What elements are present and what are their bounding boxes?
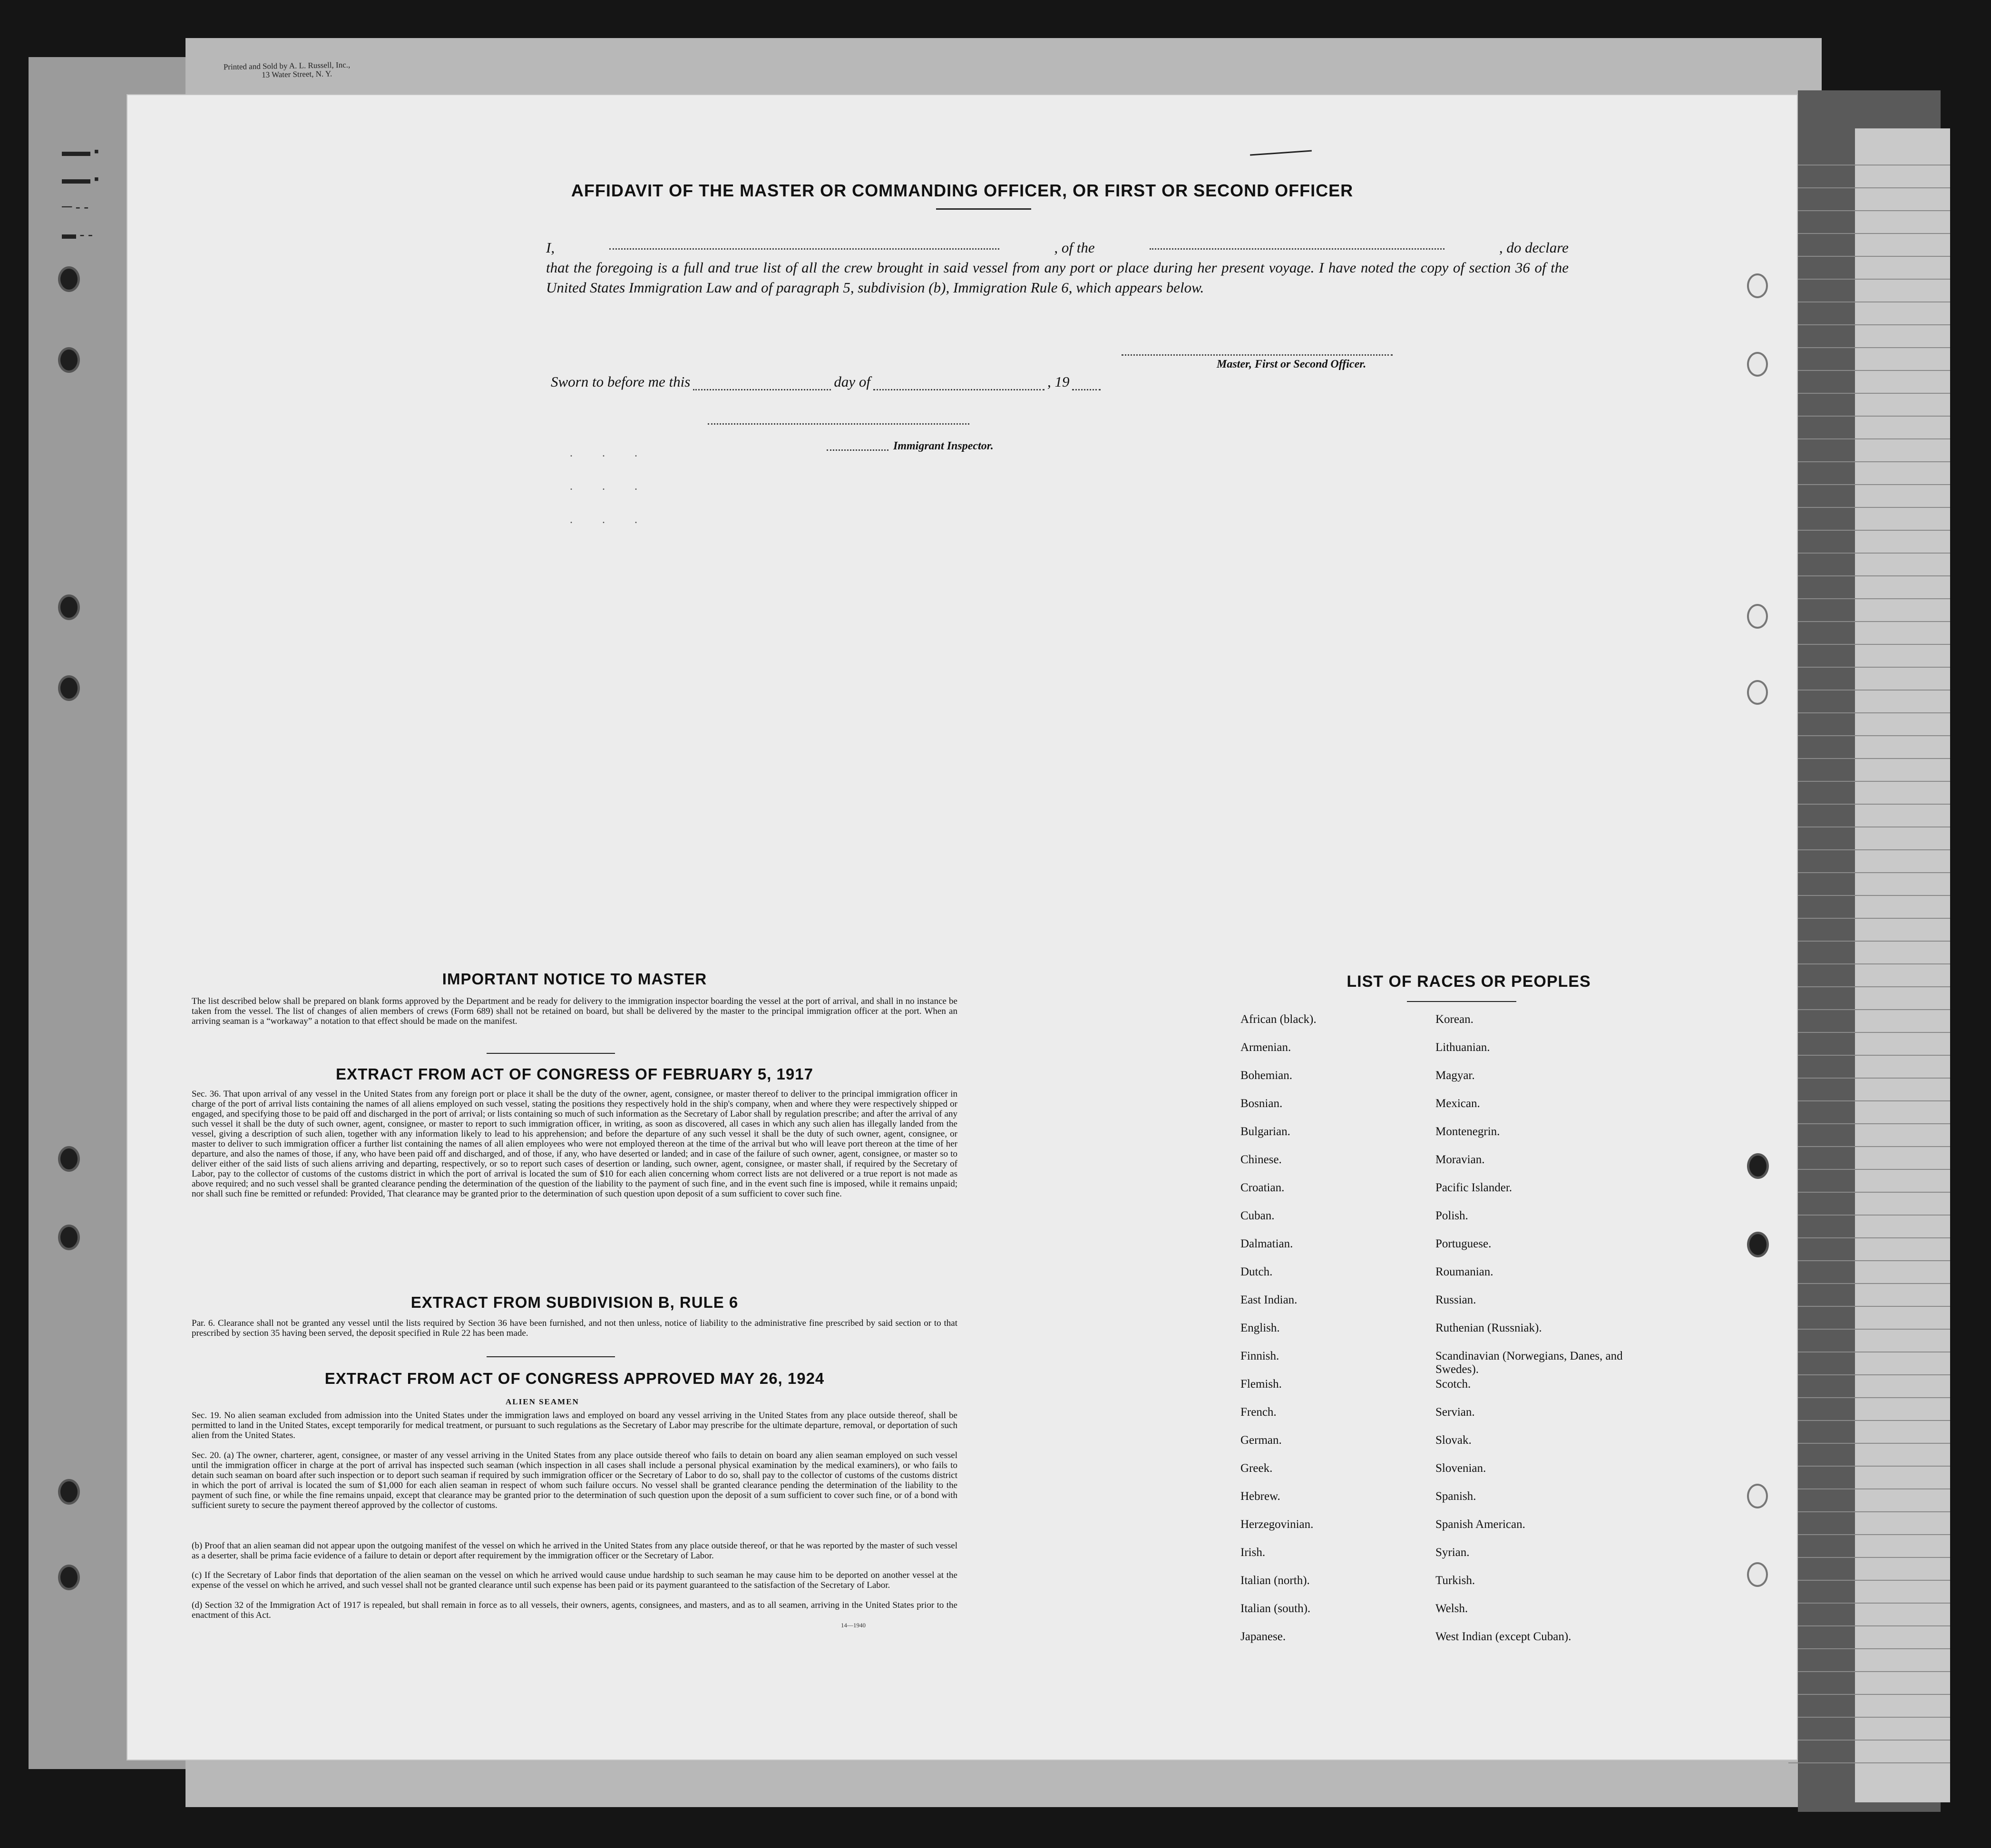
binder-hole — [1747, 604, 1768, 629]
binder-hole — [58, 347, 80, 373]
races-rule — [1407, 1001, 1516, 1002]
extract-1924-sec20d: (d) Section 32 of the Immigration Act of 1917 is repealed, but shall remain in force as to all vessels, their owners, agents, consignees, and masters, and as to all seamen, arriving in the United States prior to the enactment of this Act. — [192, 1600, 957, 1620]
race-item: Japanese. — [1240, 1630, 1286, 1643]
race-item: East Indian. — [1240, 1294, 1298, 1306]
race-item: Roumanian. — [1435, 1265, 1493, 1278]
race-item: Greek. — [1240, 1462, 1273, 1475]
race-item: Cuban. — [1240, 1209, 1275, 1222]
section-rule — [487, 1053, 615, 1054]
race-item: Italian (north). — [1240, 1574, 1310, 1587]
declare-i: I, — [546, 239, 555, 256]
race-item: Scandinavian (Norwegians, Danes, and Swedes). — [1435, 1350, 1623, 1376]
race-item: Montenegrin. — [1435, 1125, 1500, 1138]
race-item: Ruthenian (Russniak). — [1435, 1322, 1542, 1334]
race-item: Spanish American. — [1435, 1518, 1525, 1531]
year-blank — [1072, 379, 1101, 390]
race-item: Irish. — [1240, 1546, 1266, 1559]
extract-1924-sec19: Sec. 19. No alien seaman excluded from admission into the United States under the immigration laws and employed on board any vessel arriving in the United States from any place outside thereof, shall be permitted to land in the United States, except temporarily for medical treatment, or pursuant to such regulations as the Secretary of Labor may prescribe for the ultimate departure, removal, or deportation of such alien from the United States. — [192, 1410, 957, 1440]
race-item: Chinese. — [1240, 1153, 1282, 1166]
extract-1917-text: Sec. 36. That upon arrival of any vessel in the United States from any foreign port or place it shall be the duty of the owner, agent, consignee, or master thereof to deliver to the principal immigration officer in charge of the port of arrival lists containing the names of all aliens employed on such vessel, stating the positions they respectively hold in the ship's company, when and where they were respectively shipped or engaged, and specifying those to be paid off and discharged in the port of arrival; or lists containing so much of such information as the Secretary of Labor shall by regulation prescribe; and after the arrival of any such vessel it shall be the duty of such owner, agent, consignee, or master to report to such immigration officer, in writing, as soon as discovered, all cases in which any such alien has illegally landed from the vessel, giving a description of such alien, together with any information likely to lead to his apprehension; and before the departure of any such vessel it shall be the duty of such owner, agent, consignee, or master to deliver to such immigration officer a further list containing the names of all alien employees who were not employed thereon at the time of the arrival but who will leave port thereon at the time of her departure, and also the names of those, if any, who have been paid off and discharged, and of those, if any, who have deserted or landed; and in case of the failure of such owner, agent, consignee, or master so to deliver either of the said lists of such aliens arriving and departing, respectively, or so to report such cases of desertion or landing, such owner, agent, consignee, or master shall, if required by the Secretary of Labor, pay to the collector of customs of the customs district in which the port of arrival is located the sum of $10 for each alien concerning whom correct lists are not delivered or a true report is not made as above required; and no such vessel shall be granted clearance pending the determination of the question of the liability to the payment of such fine, and in the event such fine is imposed, while it remains unpaid; nor shall such fine be remitted or refunded: Provided, That clearance may be granted prior to the determination of such question upon deposit of a sum sufficient to cover such fine. — [192, 1089, 957, 1199]
race-item: Croatian. — [1240, 1181, 1285, 1194]
ledger-lines — [1788, 143, 1950, 1769]
section-rule — [487, 1356, 615, 1357]
binder-hole — [1747, 1562, 1768, 1587]
race-item: Bulgarian. — [1240, 1125, 1290, 1138]
binder-hole — [58, 1146, 80, 1172]
race-item: Syrian. — [1435, 1546, 1470, 1559]
extract-rule6-text: Par. 6. Clearance shall not be granted any vessel until the lists required by Section 36 have been furnished, and not then unless, notice of liability to the administrative fine prescribed by said section or to that prescribed by section 35 having been served, the deposit specified in Rule 22 has been made. — [192, 1318, 957, 1338]
race-item: African (black). — [1240, 1013, 1317, 1026]
race-item: Portuguese. — [1435, 1237, 1492, 1250]
declare-of-the: , of the — [1054, 239, 1095, 256]
title-rule — [936, 208, 1031, 210]
extract-1924-sec20a: Sec. 20. (a) The owner, charterer, agent, consignee, or master of any vessel arriving in the United States from any place outside thereof who fails to detain on board any alien seaman employed on such vessel until the immigration officer in charge at the port of arrival has inspected such seaman (which inspection in all cases shall include a personal physical examination by the medical examiners), or who fails to detain such seaman on board after such inspection or to deport such seaman if required by such immigration officer or the Secretary of Labor to do so, shall pay to the collector of customs of the customs district in which the port of arrival is located the sum of $1,000 for each alien seaman in respect of whom such failure occurs. No vessel shall be granted clearance pending the determination of the liability to the payment of such fine, or while the fine remains unpaid, except that clearance may be granted prior to the determination of such question upon the deposit of a sum sufficient to cover such fine, or of a bond with sufficient surety to secure the payment thereof approved by the collector of customs. — [192, 1450, 957, 1510]
binder-hole — [58, 1225, 80, 1250]
master-signature-line — [1122, 354, 1393, 356]
stray-dots: . . . — [570, 447, 651, 459]
race-item: Slovak. — [1435, 1434, 1472, 1447]
extract-rule6-heading: EXTRACT FROM SUBDIVISION B, RULE 6 — [410, 1294, 739, 1311]
sworn-day-of: day of — [834, 373, 870, 390]
binder-hole — [1747, 1153, 1769, 1179]
race-item: Servian. — [1435, 1406, 1475, 1419]
notice-text: The list described below shall be prepared on blank forms approved by the Department and be ready for delivery to the immigration inspector boarding the vessel at the port of arrival, and shall in no instance be taken from the vessel. The list of changes of alien members of crews (Form 689) shall not be retained on board, but shall be delivered by the master to the principal immigration officer at the port. When an arriving seaman is a “workaway” a notation to that effect should be made on the manifest. — [192, 996, 957, 1026]
printer-line-2: 13 Water Street, N. Y. — [261, 69, 332, 79]
affidavit-body: that the foregoing is a full and true list of all the crew brought in said vessel from any port or place during her present voyage. I have noted the copy of section 36 of the United States Immigration Law and of paragraph 5, subdivision (b), Immigration Rule 6, which appears below. — [546, 259, 1569, 296]
form-number: 14—1940 — [841, 1622, 866, 1629]
pen-mark — [1250, 150, 1312, 156]
alien-seamen-subheading: ALIEN SEAMEN — [506, 1397, 579, 1406]
binder-hole — [58, 1565, 80, 1590]
race-item: Pacific Islander. — [1435, 1181, 1513, 1194]
race-item: English. — [1240, 1322, 1280, 1334]
extract-1924-sec20b: (b) Proof that an alien seaman did not appear upon the outgoing manifest of the vessel on which he arrived in the United States from any place outside thereof, or that he was reported by the master of such vessel as a deserter, shall be prima facie evidence of a failure to detain or deport after requirement by the immigration officer or the Secretary of Labor. — [192, 1541, 957, 1561]
extract-1917-heading: EXTRACT FROM ACT OF CONGRESS OF FEBRUARY 5, 1917 — [336, 1065, 813, 1083]
printer-line-1: Printed and Sold by A. L. Russell, Inc., — [223, 60, 351, 72]
race-item: Dutch. — [1240, 1265, 1273, 1278]
notice-heading: IMPORTANT NOTICE TO MASTER — [442, 970, 707, 988]
binder-hole — [1747, 680, 1768, 705]
race-item: Dalmatian. — [1240, 1237, 1293, 1250]
race-item: Korean. — [1435, 1013, 1474, 1026]
race-item: Mexican. — [1435, 1097, 1480, 1110]
race-item: Bohemian. — [1240, 1069, 1293, 1082]
binder-hole — [58, 1479, 80, 1505]
race-item: Russian. — [1435, 1294, 1476, 1306]
race-item: Spanish. — [1435, 1490, 1476, 1503]
inspector-dotted-lead — [827, 449, 888, 451]
race-item: Lithuanian. — [1435, 1041, 1490, 1054]
race-item: Polish. — [1435, 1209, 1468, 1222]
race-item: German. — [1240, 1434, 1282, 1447]
binder-hole — [1747, 1484, 1768, 1508]
race-item: Scotch. — [1435, 1378, 1471, 1391]
race-item: Slovenian. — [1435, 1462, 1486, 1475]
day-blank — [693, 379, 831, 390]
race-item: Bosnian. — [1240, 1097, 1283, 1110]
race-item: West Indian (except Cuban). — [1435, 1630, 1571, 1643]
sworn-prefix: Sworn to before me this — [551, 373, 691, 390]
race-item: Magyar. — [1435, 1069, 1475, 1082]
binder-hole — [1747, 352, 1768, 377]
name-blank — [609, 238, 999, 250]
extract-1924-heading: EXTRACT FROM ACT OF CONGRESS APPROVED MAY 26, 1924 — [324, 1370, 825, 1387]
sworn-line — [551, 373, 1101, 390]
stray-dots: . . . — [570, 480, 651, 493]
races-heading: LIST OF RACES OR PEOPLES — [1347, 973, 1591, 991]
race-item: Moravian. — [1435, 1153, 1485, 1166]
races-right-column — [1435, 1013, 1626, 1658]
race-item: Hebrew. — [1240, 1490, 1280, 1503]
race-item: Turkish. — [1435, 1574, 1475, 1587]
race-item: Finnish. — [1240, 1350, 1279, 1362]
race-item: Flemish. — [1240, 1378, 1282, 1391]
inspector-label: Immigrant Inspector. — [893, 440, 994, 452]
race-item: French. — [1240, 1406, 1277, 1419]
affidavit-statement — [546, 238, 1569, 298]
month-blank — [873, 379, 1044, 390]
left-margin-marks: ▬▬ ▪ ▬▬ ▪ ─ - - ▬ - - — [62, 144, 99, 242]
stray-dots: . . . — [570, 514, 651, 526]
inspector-signature-line — [708, 423, 969, 425]
affidavit-page — [127, 95, 1797, 1760]
printer-imprint — [224, 61, 351, 80]
binder-hole — [1747, 273, 1768, 298]
declare-do-declare: , do declare — [1499, 239, 1569, 256]
binder-hole — [58, 266, 80, 292]
binder-hole — [1747, 1232, 1769, 1257]
master-signature-label: Master, First or Second Officer. — [1217, 358, 1366, 370]
race-item: Welsh. — [1435, 1602, 1468, 1615]
races-left-column — [1240, 1013, 1317, 1658]
race-item: Armenian. — [1240, 1041, 1291, 1054]
sworn-year: , 19 — [1047, 373, 1070, 390]
race-item: Italian (south). — [1240, 1602, 1311, 1615]
extract-1924-sec20c: (c) If the Secretary of Labor finds that deportation of the alien seaman on the vessel on which he arrived would cause undue hardship to such seaman he may cause him to be deported on another vessel at the expense of the vessel on which he arrived, and such vessel shall not be granted clearance until such expense has been paid or its payment guaranteed to the satisfaction of the Secretary of Labor. — [192, 1570, 957, 1590]
affidavit-title: AFFIDAVIT OF THE MASTER OR COMMANDING OFFICER, OR FIRST OR SECOND OFFICER — [571, 181, 1354, 200]
binder-hole — [58, 675, 80, 701]
binder-hole — [58, 594, 80, 620]
race-item: Herzegovinian. — [1240, 1518, 1314, 1531]
vessel-blank — [1150, 238, 1444, 250]
declaration-line — [546, 238, 1569, 258]
